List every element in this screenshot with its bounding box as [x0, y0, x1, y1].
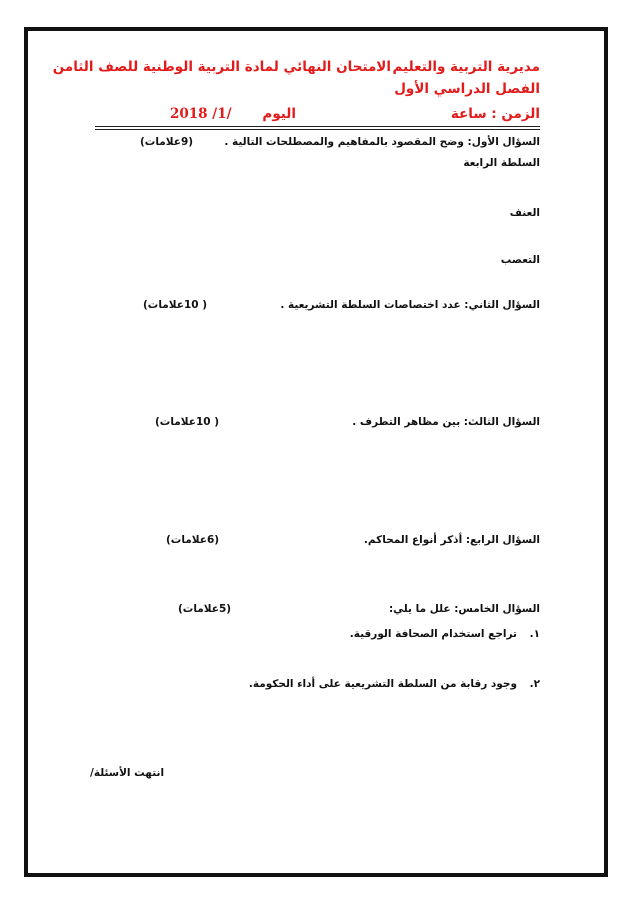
header-rule-bottom — [95, 129, 540, 130]
list-item-number: ٢. — [529, 678, 540, 690]
question-4-text: السؤال الرابع: أذكر أنواع المحاكم. — [363, 534, 540, 546]
question-1-points: (9علامات) — [140, 136, 194, 148]
term-item: السلطة الرابعة — [463, 157, 540, 169]
question-1-text: السؤال الأول: وضح المقصود بالمفاهيم والمصطلحات التالية . — [224, 136, 540, 148]
semester-label: الفصل الدراسي الأول — [394, 81, 540, 97]
end-of-questions: انتهت الأسئلة/ — [90, 767, 165, 779]
list-item: وجود رقابة من السلطة التشريعية على أداء الحكومة. — [248, 678, 517, 690]
term-item: العنف — [509, 207, 540, 219]
question-4-points: (6علامات) — [166, 534, 220, 546]
question-5-points: (5علامات) — [178, 603, 232, 615]
question-2-points: ( 10علامات) — [143, 299, 208, 311]
exam-date: 2018 /1/ — [170, 106, 232, 122]
exam-title: الامتحان النهائي لمادة التربية الوطنية للصف الثامن — [52, 59, 391, 75]
question-5-text: السؤال الخامس: علل ما يلي: — [388, 603, 540, 615]
directorate-title: مديرية التربية والتعليم — [392, 59, 540, 75]
question-2-text: السؤال الثاني: عدد اختصاصات السلطة التشريعية . — [280, 299, 540, 311]
question-3-text: السؤال الثالث: بين مظاهر التطرف . — [352, 416, 540, 428]
list-item-number: ١. — [529, 628, 540, 640]
term-item: التعصب — [500, 254, 540, 266]
question-3-points: ( 10علامات) — [155, 416, 220, 428]
time-label: الزمن : ساعة — [450, 106, 540, 122]
header-rule-top — [95, 126, 540, 127]
day-label: اليوم — [262, 106, 296, 122]
list-item: تراجع استخدام الصحافة الورقية. — [349, 628, 517, 640]
